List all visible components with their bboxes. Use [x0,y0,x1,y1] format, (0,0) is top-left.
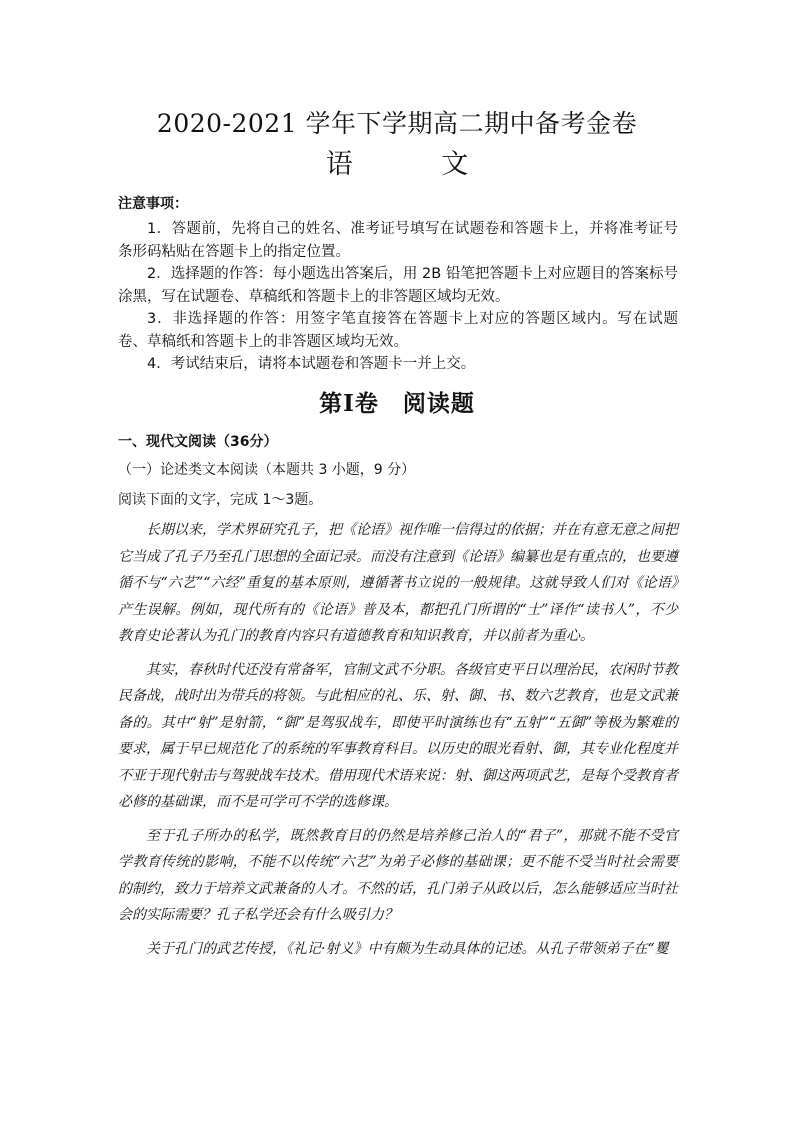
reading-instruction: 阅读下面的文字，完成 1～3题。 [118,492,323,508]
exam-title: 2020-2021 学年下学期高二期中备考金卷 [156,109,638,138]
section-title: 第Ⅰ卷 阅读题 [319,390,475,417]
passage-paragraph: 至于孔子所办的私学，既然教育目的仍然是培养修己治人的“君子”，那就不能不受官学教育传统的影响，不能不以传统“六艺”为弟子必修的基础课；更不能不受当时社会需要的制约，致力于培养文武兼备的人才。不然的话，孔门弟子从政以后，怎么能够适应当时社会的实际需要？孔子私学还会有什么吸引力？ [118,827,678,923]
notice-heading: 注意事项： [118,196,188,212]
passage-paragraph: 其实，春秋时代还没有常备军，官制文武不分职。各级官吏平日以理治民，农闲时节教民备战，战时出为带兵的将领。与此相应的礼、乐、射、御、书、数六艺教育，也是文武兼备的。其中“射”是射箭，“御”是驾驭战车，即使平时演练也有“五射”“五御”等极为繁难的要求，属于早已规范化了的系统的军事教育科目。以历史的眼光看射、御，其专业化程度并不亚于现代射击与驾驶战车技术。借用现代术语来说：射、御这两项武艺，是每个受教育者必修的基础课，而不是可学可不学的选修课。 [118,661,678,810]
subpart-heading: （一）论述类文本阅读（本题共 3 小题，9 分） [118,462,416,478]
notice-item: 2．选择题的作答：每小题选出答案后，用 2B 铅笔把答题卡上对应题目的答案标号涂黑，写在试题卷、草稿纸和答题卡上的非答题区域均无效。 [118,266,678,305]
notice-item: 3．非选择题的作答：用签字笔直接答在答题卡上对应的答题区域内。写在试题卷、草稿纸和答题卡上的非答题区域均无效。 [118,311,678,350]
subject-title: 语 文 [325,149,509,180]
notice-list [118,218,678,376]
passage-paragraph: 关于孔门的武艺传授，《礼记·射义》中有颇为生动具体的记述。从孔子带领弟子在“矍 [146,940,669,957]
notice-item: 1．答题前，先将自己的姓名、准考证号填写在试题卷和答题卡上，并将准考证号条形码粘贴在答题卡上的指定位置。 [118,221,678,260]
reading-passage [118,517,678,969]
part-heading: 一、现代文阅读（36分） [118,434,278,450]
passage-paragraph: 长期以来，学术界研究孔子，把《论语》视作唯一信得过的依据；并在有意无意之间把它当成了孔子乃至孔门思想的全面记录。而没有注意到《论语》编纂也是有重点的，也要遵循不与“六艺”“六经”重复的基本原则，遵循著书立说的一般规律。这就导致人们对《论语》产生误解。例如，现代所有的《论语》普及本，都把孔门所谓的“士”译作“读书人”，不少教育史论著认为孔门的教育内容只有道德教育和知识教育，并以前者为重心。 [118,522,678,644]
notice-item: 4．考试结束后，请将本试题卷和答题卡一并上交。 [147,356,476,372]
